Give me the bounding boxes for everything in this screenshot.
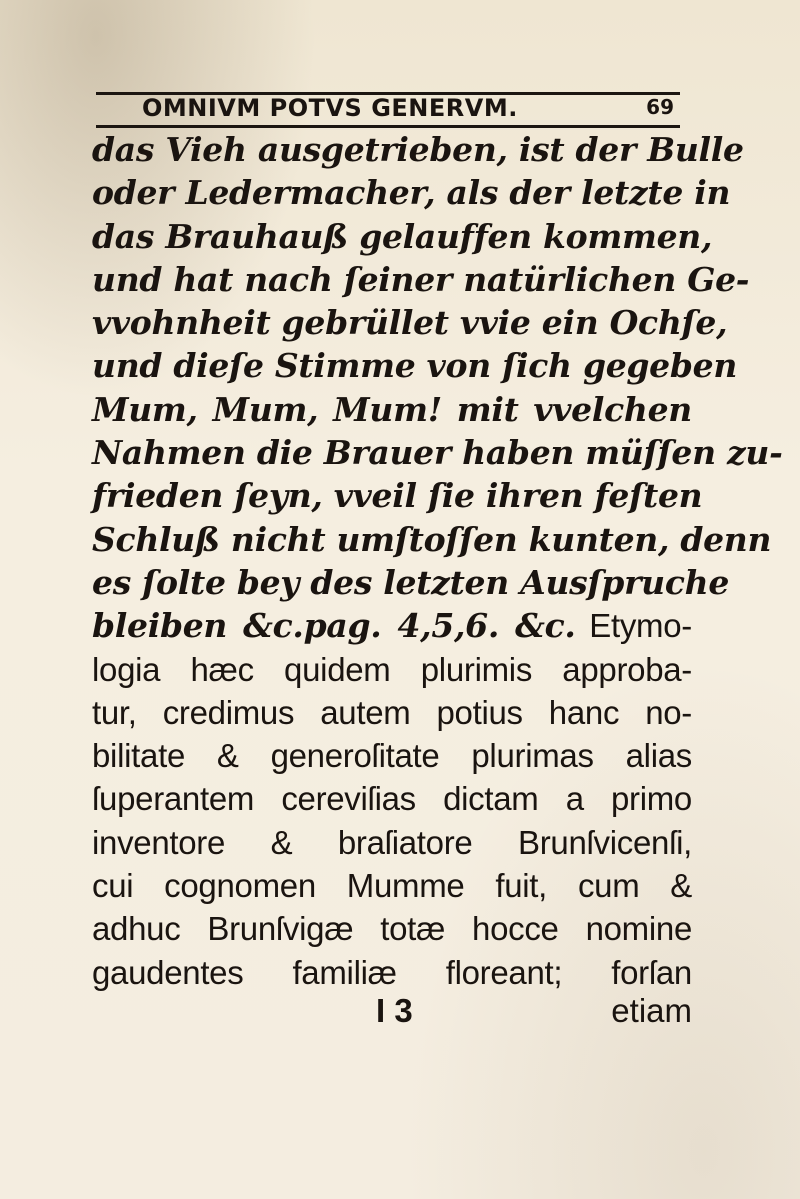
- text-line: logia hæc quidem plurimis approba-: [92, 650, 692, 688]
- text-line: und hat nach ſeiner natürlichen Ge-: [92, 259, 750, 299]
- text-line: cui cognomen Mumme fuit, cum &: [92, 867, 692, 905]
- text-line: und dieſe Stimme von ſich gegeben: [92, 346, 738, 386]
- page-header: [96, 88, 680, 128]
- text-line: das Brauhauß gelauffen kommen,: [92, 216, 713, 256]
- text-line: Nahmen die Brauer haben müſſen zu-: [92, 433, 783, 473]
- text-line: adhuc Brunſvigæ totæ hocce nomine: [92, 910, 692, 948]
- text-line: gaudentes familiæ floreant; forſan: [92, 953, 692, 991]
- text-line: das Vieh ausgetrieben, ist der Bulle: [92, 130, 744, 169]
- running-head: OMNIVM POTVS GENERVM.: [142, 94, 518, 122]
- page-footer: [92, 992, 692, 1035]
- text-line: bilitate & generoſitate plurimas alias: [92, 737, 692, 775]
- text-line: ſuperantem cereviſias dictam a primo: [92, 780, 692, 818]
- text-line: Mum, Mum, Mum! mit vvelchen: [92, 389, 692, 429]
- text-line: Schluß nicht umſtoſſen kunten, denn: [92, 519, 772, 559]
- text-line: tur, credimus autem potius hanc no-: [92, 693, 692, 731]
- text-line: vvohnheit gebrüllet vvie ein Ochſe,: [92, 303, 728, 343]
- signature-mark: I 3: [376, 992, 413, 1029]
- latin-start: Etymo-: [575, 607, 692, 645]
- quote-end: bleiben &c.pag. 4,5,6. &c.: [92, 606, 576, 646]
- text-line: es ſolte bey des letzten Ausſpruche: [92, 562, 730, 602]
- catchword: etiam: [611, 992, 692, 1029]
- text-line: oder Ledermacher, als der letzte in: [92, 173, 731, 213]
- body-text: [92, 128, 783, 994]
- page-number: 69: [646, 95, 674, 119]
- text-line: frieden ſeyn, vveil ſie ihren feſten: [92, 476, 703, 516]
- text-line: inventore & braſiatore Brunſvicenſi,: [92, 823, 692, 861]
- text-line-mixed: [92, 604, 692, 647]
